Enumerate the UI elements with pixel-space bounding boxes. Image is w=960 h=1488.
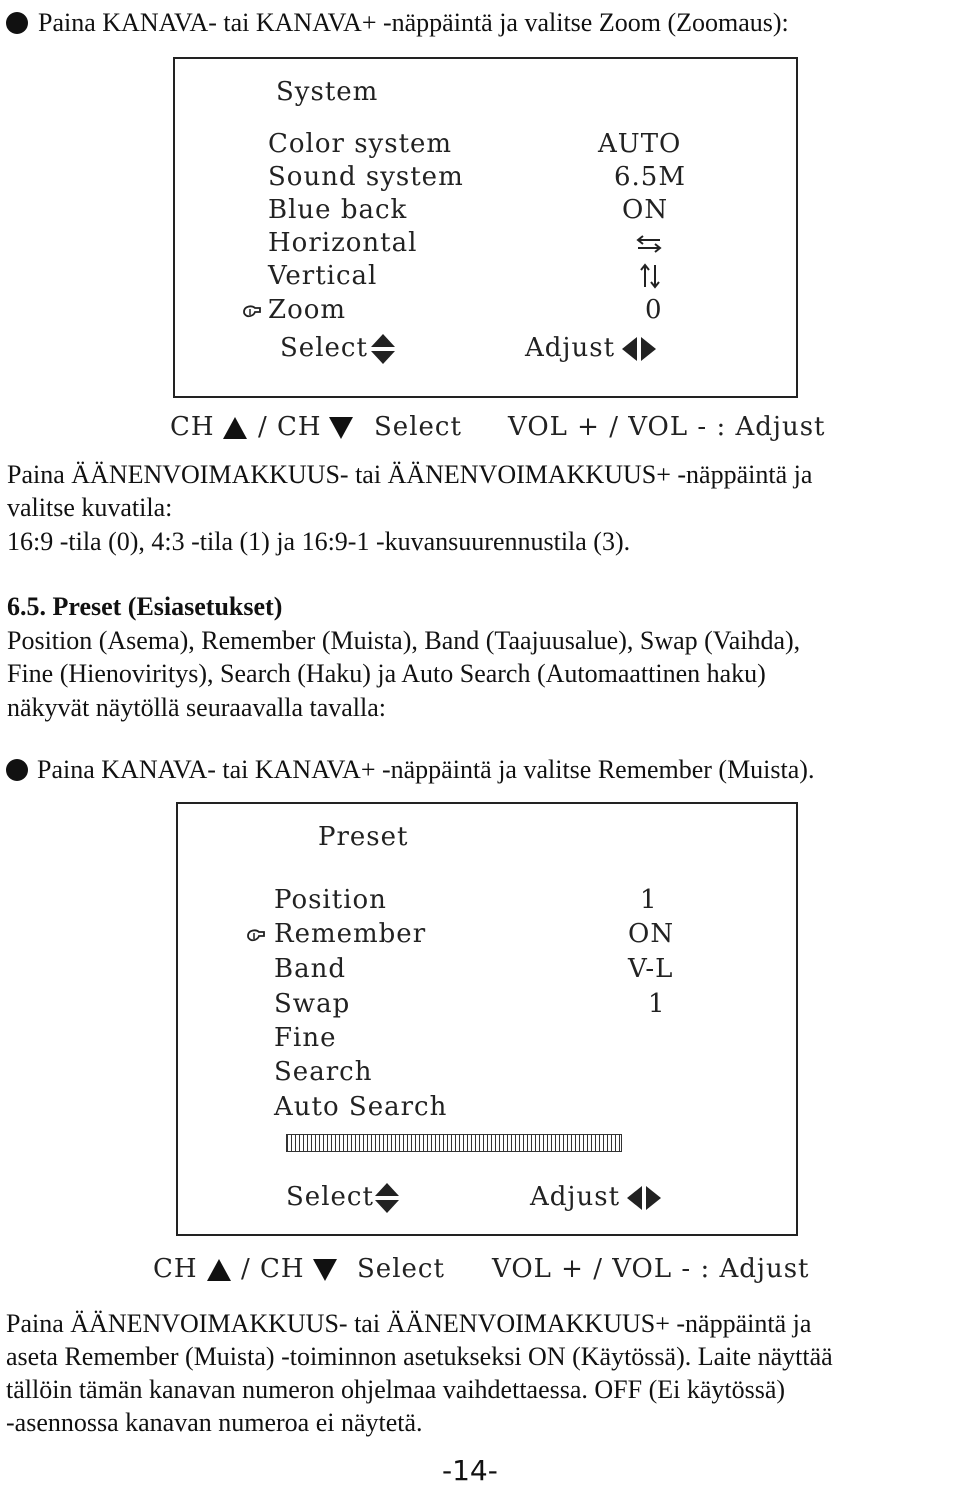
paragraph-2-line-3: näkyvät näytöllä seuraavalla tavalla:: [7, 693, 386, 722]
page-number: -14-: [442, 1454, 498, 1487]
controls-ch-separator: / CH: [258, 412, 322, 442]
system-menu-title: System: [276, 77, 379, 107]
preset-menu-title: Preset: [318, 822, 409, 852]
paragraph-1-line-1: Paina ÄÄNENVOIMAKKUUS- tai ÄÄNENVOIMAKKUUS+ -näppäintä ja: [7, 460, 813, 489]
system-menu-box: [173, 57, 798, 398]
paragraph-2-line-1: Position (Asema), Remember (Muista), Band (Taajuusalue), Swap (Vaihda),: [7, 626, 801, 655]
menu-select-label: Select: [286, 1182, 374, 1212]
menu-label-sound-system: Sound system: [268, 162, 464, 192]
menu-value-position: 1: [640, 885, 658, 915]
menu-value-remember: ON: [628, 919, 675, 949]
vertical-flip-icon: [639, 263, 661, 289]
triangle-down-icon: [328, 416, 354, 440]
menu-label-horizontal: Horizontal: [268, 228, 418, 258]
selection-cursor-icon: [246, 927, 268, 945]
left-right-arrows-icon: [621, 336, 657, 362]
menu-label-search: Search: [274, 1057, 373, 1087]
controls-adjust-label: VOL + / VOL - : Adjust: [492, 1254, 810, 1284]
paragraph-2-line-2: Fine (Hienoviritys), Search (Haku) ja Auto Search (Automaattinen haku): [7, 659, 766, 688]
up-down-arrows-icon: [370, 333, 396, 365]
controls-adjust-label: VOL + / VOL - : Adjust: [508, 412, 826, 442]
menu-label-auto-search: Auto Search: [274, 1092, 448, 1122]
menu-value-blue-back: ON: [622, 195, 669, 225]
paragraph-3-line-3: tällöin tämän kanavan numeron ohjelmaa vaihdettaessa. OFF (Ei käytössä): [6, 1375, 786, 1404]
section-heading: 6.5. Preset (Esiasetukset): [7, 592, 283, 621]
menu-value-sound-system: 6.5M: [614, 162, 686, 192]
menu-value-zoom: 0: [645, 295, 663, 325]
instruction-remember: Paina KANAVA- tai KANAVA+ -näppäintä ja valitse Remember (Muista).: [37, 755, 815, 784]
paragraph-3-line-2: aseta Remember (Muista) -toiminnon asetukseksi ON (Käytössä). Laite näyttää: [6, 1342, 833, 1371]
paragraph-1-line-2: valitse kuvatila:: [7, 493, 173, 522]
controls-select-label: Select: [357, 1254, 445, 1284]
menu-select-label: Select: [280, 333, 368, 363]
auto-search-progress-bar: [286, 1134, 622, 1152]
menu-label-color-system: Color system: [268, 129, 453, 159]
menu-label-vertical: Vertical: [268, 261, 378, 291]
controls-ch-label: CH: [170, 412, 215, 442]
menu-label-position: Position: [274, 885, 387, 915]
paragraph-3-line-1: Paina ÄÄNENVOIMAKKUUS- tai ÄÄNENVOIMAKKUUS+ -näppäintä ja: [6, 1309, 812, 1338]
paragraph-3-line-4: -asennossa kanavan numeroa ei näytetä.: [6, 1408, 423, 1437]
menu-value-swap: 1: [648, 989, 666, 1019]
controls-select-label: Select: [374, 412, 462, 442]
horizontal-flip-icon: [634, 235, 664, 253]
menu-value-color-system: AUTO: [598, 129, 682, 159]
paragraph-1-line-3: 16:9 -tila (0), 4:3 -tila (1) ja 16:9-1 -kuvansuurennustila (3).: [7, 527, 631, 556]
menu-adjust-label: Adjust: [525, 333, 616, 363]
controls-ch-label: CH: [153, 1254, 198, 1284]
bullet-icon: [6, 12, 28, 34]
menu-label-blue-back: Blue back: [268, 195, 408, 225]
preset-menu-box: [176, 802, 798, 1236]
triangle-up-icon: [206, 1258, 232, 1282]
controls-ch-separator: / CH: [241, 1254, 305, 1284]
triangle-down-icon: [312, 1258, 338, 1282]
triangle-up-icon: [222, 416, 248, 440]
menu-value-band: V-L: [628, 954, 674, 984]
instruction-zoom: Paina KANAVA- tai KANAVA+ -näppäintä ja valitse Zoom (Zoomaus):: [38, 8, 789, 37]
menu-label-remember: Remember: [274, 919, 427, 949]
menu-adjust-label: Adjust: [530, 1182, 621, 1212]
left-right-arrows-icon: [626, 1185, 662, 1211]
menu-label-fine: Fine: [274, 1023, 337, 1053]
bullet-icon: [6, 759, 28, 781]
up-down-arrows-icon: [374, 1182, 400, 1214]
menu-label-swap: Swap: [274, 989, 351, 1019]
selection-cursor-icon: [242, 303, 264, 321]
menu-label-band: Band: [274, 954, 346, 984]
menu-label-zoom: Zoom: [268, 295, 347, 325]
